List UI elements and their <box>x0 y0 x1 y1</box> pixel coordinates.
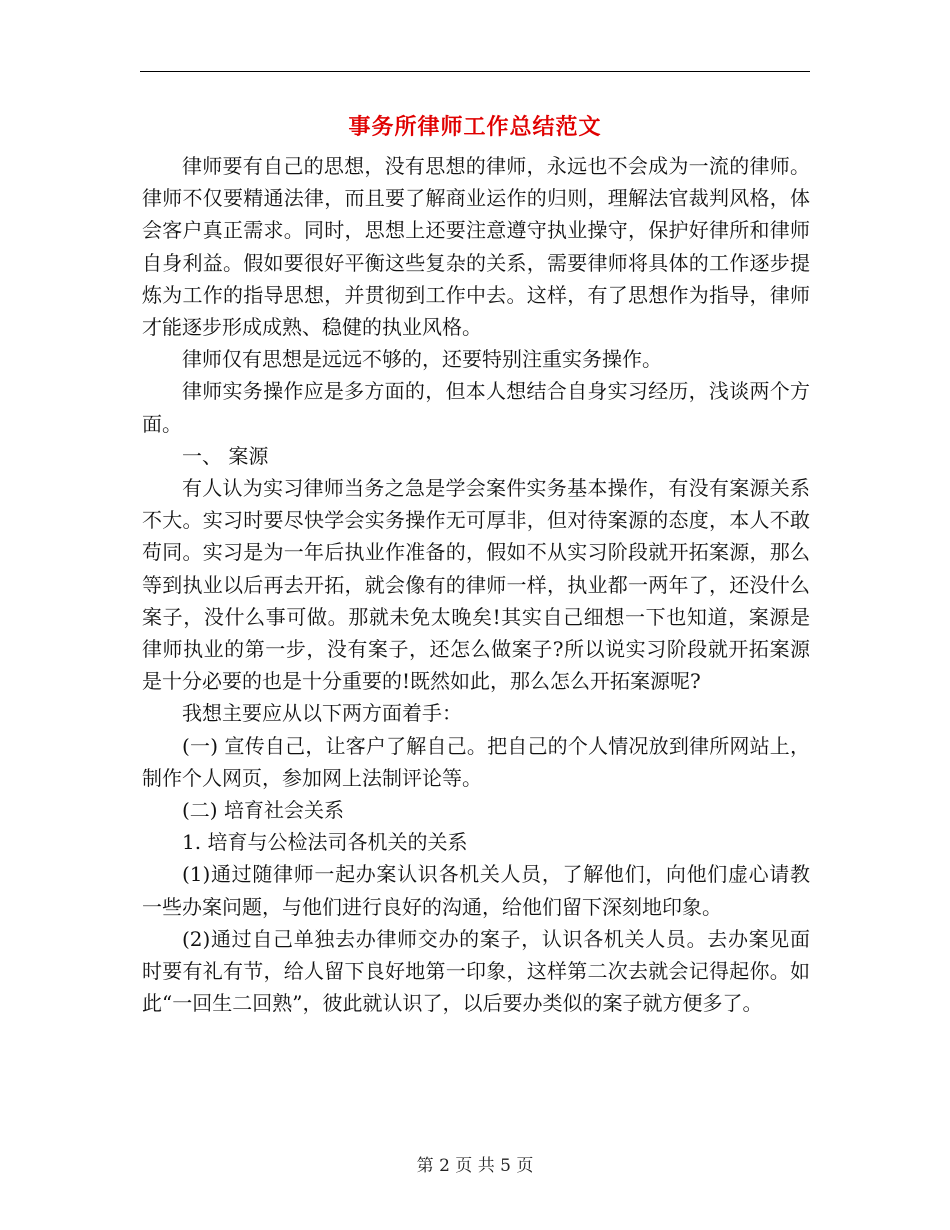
paragraph: 我想主要应从以下两方面着手： <box>182 701 462 726</box>
subsection-heading: 1. 培育与公检法司各机关的关系 <box>182 830 468 855</box>
list-item: (一) 宣传自己，让客户了解自己。把自己的个人情况放到律所网站上，制作个人网页，参加网上法制评论等。 <box>142 733 810 790</box>
section-heading: 一、 案源 <box>182 443 269 468</box>
page-number-footer: 第 2 页 共 5 页 <box>416 1156 534 1176</box>
paragraph: 律师实务操作应是多方面的，但本人想结合自身实习经历，浅谈两个方面。 <box>142 379 810 436</box>
list-item: (二) 培育社会关系 <box>182 798 344 823</box>
paragraph: 有人认为实习律师当务之急是学会案件实务基本操作，有没有案源关系不大。实习时要尽快学会实务操作无可厚非，但对待案源的态度，本人不敢苟同。实习是为一年后执业作准备的，假如不从实习阶段就开拓案源，那么等到执业以后再去开拓，就会像有的律师一样，执业都一两年了，还没什么案子，没什么事可做。那就未免太晚矣!其实自己细想一下也知道，案源是律师执业的第一步，没有案子，还怎么做案子?所以说实习阶段就开拓案源是十分必要的也是十分重要的!既然如此，那么怎么开拓案源呢? <box>142 476 810 694</box>
document-body <box>142 150 810 1019</box>
list-item: (2)通过自己单独去办律师交办的案子，认识各机关人员。去办案见面时要有礼有节，给人留下良好地第一印象，这样第二次去就会记得起你。如此“一回生二回熟”，彼此就认识了，以后要办类似的案子就方便多了。 <box>142 926 810 1016</box>
list-item: (1)通过随律师一起办案认识各机关人员，了解他们，向他们虚心请教一些办案问题，与他们进行良好的沟通，给他们留下深刻地印象。 <box>142 862 810 919</box>
document-title: 事务所律师工作总结范文 <box>348 114 602 140</box>
header-rule <box>140 71 810 72</box>
paragraph: 律师仅有思想是远远不够的，还要特别注重实务操作。 <box>182 347 662 372</box>
paragraph: 律师要有自己的思想，没有思想的律师，永远也不会成为一流的律师。律师不仅要精通法律，而且要了解商业运作的归则，理解法官裁判风格，体会客户真正需求。同时，思想上还要注意遵守执业操守，保护好律所和律师自身利益。假如要很好平衡这些复杂的关系，需要律师将具体的工作逐步提炼为工作的指导思想，并贯彻到工作中去。这样，有了思想作为指导，律师才能逐步形成成熟、稳健的执业风格。 <box>142 154 810 340</box>
